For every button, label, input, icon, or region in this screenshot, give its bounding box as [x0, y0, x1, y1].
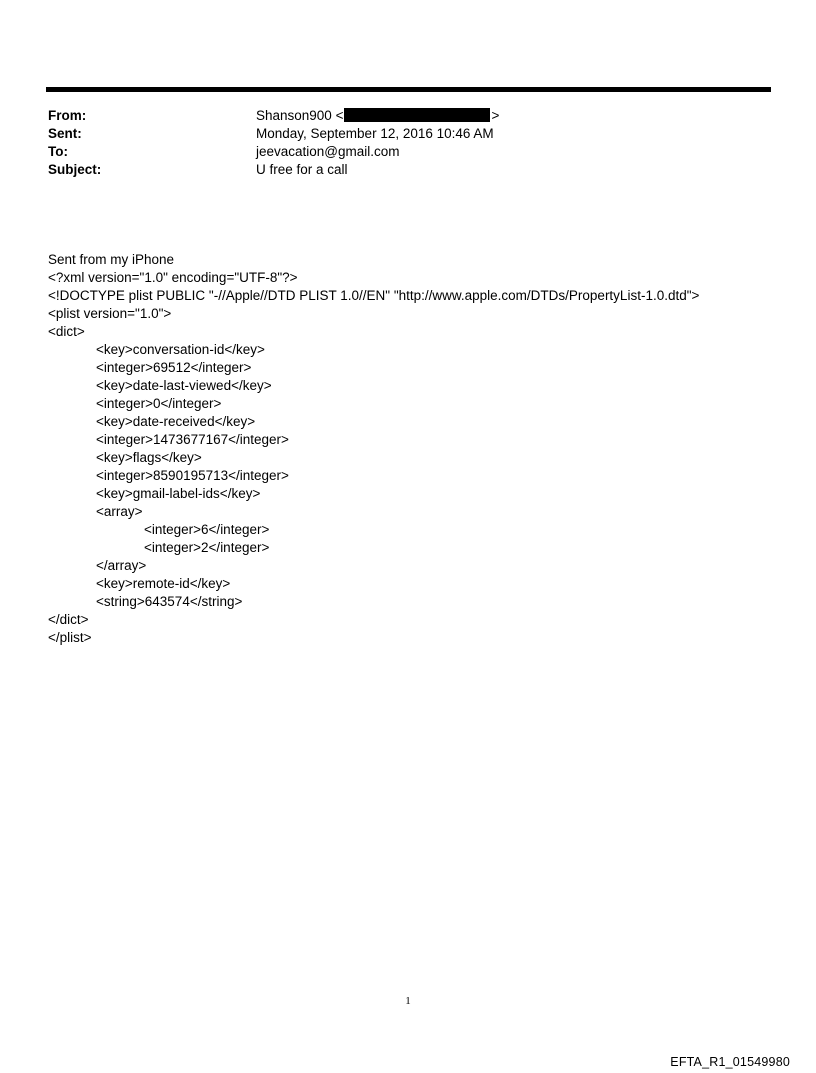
to-value: jeevacation@gmail.com — [256, 144, 400, 159]
sent-value: Monday, September 12, 2016 10:46 AM — [256, 126, 494, 141]
body-line: <string>643574</string> — [96, 594, 243, 609]
from-label: From: — [48, 108, 87, 123]
body-line: <key>date-last-viewed</key> — [96, 378, 272, 393]
body-line: <integer>6</integer> — [144, 522, 270, 537]
email-body — [48, 251, 788, 647]
subject-row — [48, 161, 748, 179]
body-line: <integer>2</integer> — [144, 540, 270, 555]
body-line: </array> — [96, 558, 147, 573]
body-line: <key>remote-id</key> — [96, 576, 231, 591]
sent-label: Sent: — [48, 126, 82, 141]
body-line: <key>gmail-label-ids</key> — [96, 486, 261, 501]
subject-value: U free for a call — [256, 162, 348, 177]
from-row — [48, 107, 748, 125]
body-line: <plist version="1.0"> — [48, 306, 172, 321]
email-header — [48, 107, 748, 179]
body-line: <integer>69512</integer> — [96, 360, 252, 375]
to-label: To: — [48, 144, 68, 159]
page-number: 1 — [405, 995, 411, 1007]
redaction-box — [344, 108, 490, 122]
body-line: <dict> — [48, 324, 85, 339]
body-line: </dict> — [48, 612, 89, 627]
to-row — [48, 143, 748, 161]
body-line: <integer>0</integer> — [96, 396, 222, 411]
body-line: <key>date-received</key> — [96, 414, 256, 429]
document-id: EFTA_R1_01549980 — [670, 1055, 790, 1069]
body-line: <!DOCTYPE plist PUBLIC "-//Apple//DTD PLIST 1.0//EN" "http://www.apple.com/DTDs/PropertyList-1.0.dtd"> — [48, 288, 700, 303]
body-line: <key>flags</key> — [96, 450, 202, 465]
body-line: Sent from my iPhone — [48, 252, 175, 267]
body-line: <key>conversation-id</key> — [96, 342, 265, 357]
body-line: <integer>8590195713</integer> — [96, 468, 289, 483]
from-name: Shanson900 < — [256, 108, 344, 123]
from-close: > — [491, 108, 500, 123]
header-rule — [46, 87, 771, 92]
body-line: <array> — [96, 504, 143, 519]
body-line: <?xml version="1.0" encoding="UTF-8"?> — [48, 270, 298, 285]
subject-label: Subject: — [48, 162, 102, 177]
body-line: </plist> — [48, 630, 92, 645]
body-line: <integer>1473677167</integer> — [96, 432, 289, 447]
sent-row — [48, 125, 748, 143]
from-value — [256, 107, 499, 125]
